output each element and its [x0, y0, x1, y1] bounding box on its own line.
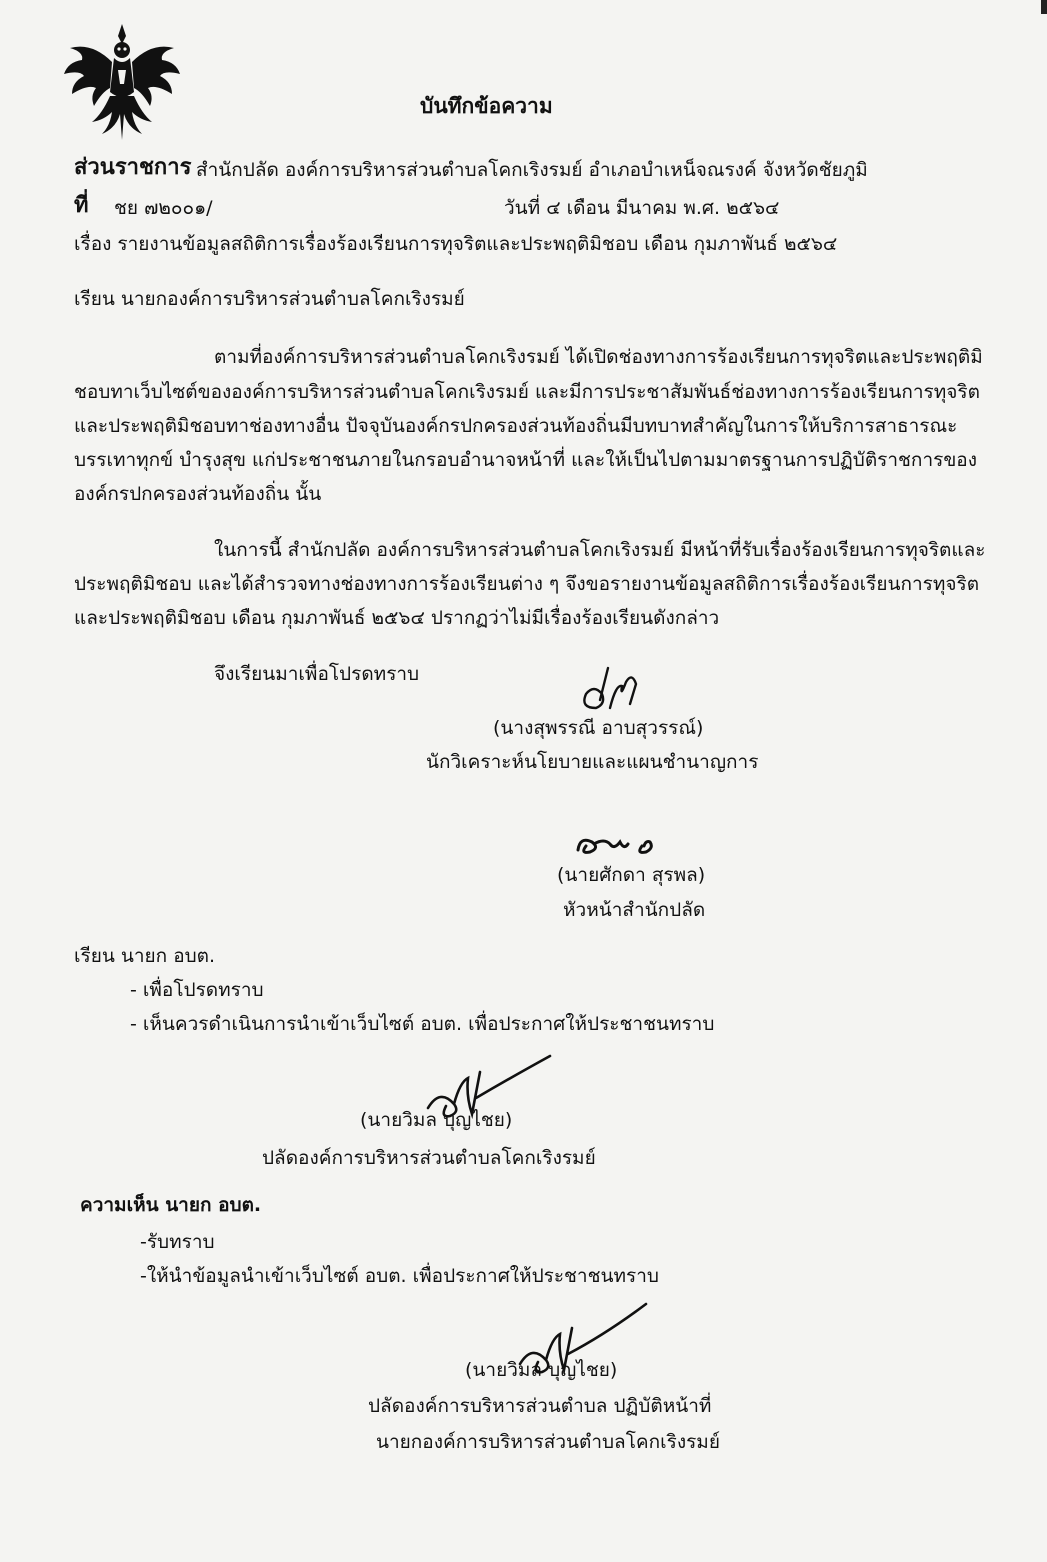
body-p2-line2: ประพฤติมิชอบ และได้สำรวจทางช่องทางการร้องเรียนต่าง ๆ จึงขอรายงานข้อมูลสถิติการเรื่องร้องเรียนการทุจริต	[74, 573, 980, 595]
signature-2	[570, 820, 670, 864]
body-p2-line1: ในการนี้ สำนักปลัด องค์การบริหารส่วนตำบลโคกเริงรมย์ มีหน้าที่รับเรื่องร้องเรียนการทุจริตและ	[214, 539, 986, 561]
body-p1-line5: องค์กรปกครองส่วนท้องถิ่น นั้น	[74, 483, 322, 505]
agency-text: สำนักปลัด องค์การบริหารส่วนตำบลโคกเริงรมย์ อำเภอบำเหน็จณรงค์ จังหวัดชัยภูมิ	[196, 159, 868, 181]
body-p1-line1: ตามที่องค์การบริหารส่วนตำบลโคกเริงรมย์ ได้เปิดช่องทางการร้องเรียนการทุจริตและประพฤติมิ	[214, 346, 983, 368]
scan-edge-mark	[1041, 0, 1047, 14]
note-signer-name: (นายวิมล บุญไชย)	[360, 1109, 513, 1131]
garuda-emblem-icon	[62, 22, 182, 140]
signer-1-title: นักวิเคราะห์นโยบายและแผนชำนาญการ	[426, 751, 759, 773]
memo-date: วันที่ ๔ เดือน มีนาคม พ.ศ. ๒๕๖๔	[504, 197, 780, 219]
agency-label: ส่วนราชการ	[74, 155, 192, 180]
memo-recipient: เรียน นายกองค์การบริหารส่วนตำบลโคกเริงรมย์	[74, 288, 465, 310]
opinion-item-2: -ให้นำข้อมูลนำเข้าเว็บไซต์ อบต. เพื่อประกาศให้ประชาชนทราบ	[140, 1265, 659, 1287]
signature-1	[560, 664, 670, 724]
opinion-signer-name: (นายวิมล บุญไชย)	[465, 1359, 618, 1381]
body-p1-line4: บรรเทาทุกข์ บำรุงสุข แก่ประชาชนภายในกรอบอำนาจหน้าที่ และให้เป็นไปตามมาตรฐานการปฏิบัติราชการของ	[74, 449, 977, 471]
memo-subject: เรื่อง รายงานข้อมูลสถิติการเรื่องร้องเรียนการทุจริตและประพฤติมิชอบ เดือน กุมภาพันธ์ ๒๕๖๔	[74, 233, 838, 255]
opinion-signer-title-1: ปลัดองค์การบริหารส่วนตำบล ปฏิบัติหน้าที่	[368, 1395, 712, 1417]
body-p1-line3: และประพฤติมิชอบทาช่องทางอื่น ปัจจุบันองค์กรปกครองส่วนท้องถิ่นมีบทบาทสำคัญในการให้บริการสาธารณะ	[74, 415, 958, 437]
body-p1-line2: ชอบทาเว็บไซต์ขององค์การบริหารส่วนตำบลโคกเริงรมย์ และมีการประชาสัมพันธ์ช่องทางการร้องเรียนการทุจริต	[74, 381, 980, 403]
note-recipient: เรียน นายก อบต.	[74, 945, 216, 967]
signer-1-name: (นางสุพรรณี อาบสุวรรณ์)	[493, 717, 704, 739]
opinion-signer-title-2: นายกองค์การบริหารส่วนตำบลโคกเริงรมย์	[376, 1431, 720, 1453]
memo-title: บันทึกข้อความ	[420, 94, 553, 118]
signer-2-title: หัวหน้าสำนักปลัด	[563, 899, 706, 921]
opinion-label: ความเห็น นายก อบต.	[80, 1194, 262, 1216]
ref-label: ที่	[74, 193, 89, 218]
ref-number: ชย ๗๒๐๐๑/	[114, 197, 213, 219]
note-item-1: - เพื่อโปรดทราบ	[130, 979, 264, 1001]
opinion-item-1: -รับทราบ	[140, 1231, 215, 1253]
note-signer-title: ปลัดองค์การบริหารส่วนตำบลโคกเริงรมย์	[262, 1147, 596, 1169]
body-p2-line3: และประพฤติมิชอบ เดือน กุมภาพันธ์ ๒๕๖๔ ปรากฏว่าไม่มีเรื่องร้องเรียนดังกล่าว	[74, 607, 720, 629]
signer-2-name: (นายศักดา สุรพล)	[557, 864, 706, 886]
closing-line: จึงเรียนมาเพื่อโปรดทราบ	[214, 663, 420, 685]
note-item-2: - เห็นควรดำเนินการนำเข้าเว็บไซต์ อบต. เพื่อประกาศให้ประชาชนทราบ	[130, 1013, 715, 1035]
